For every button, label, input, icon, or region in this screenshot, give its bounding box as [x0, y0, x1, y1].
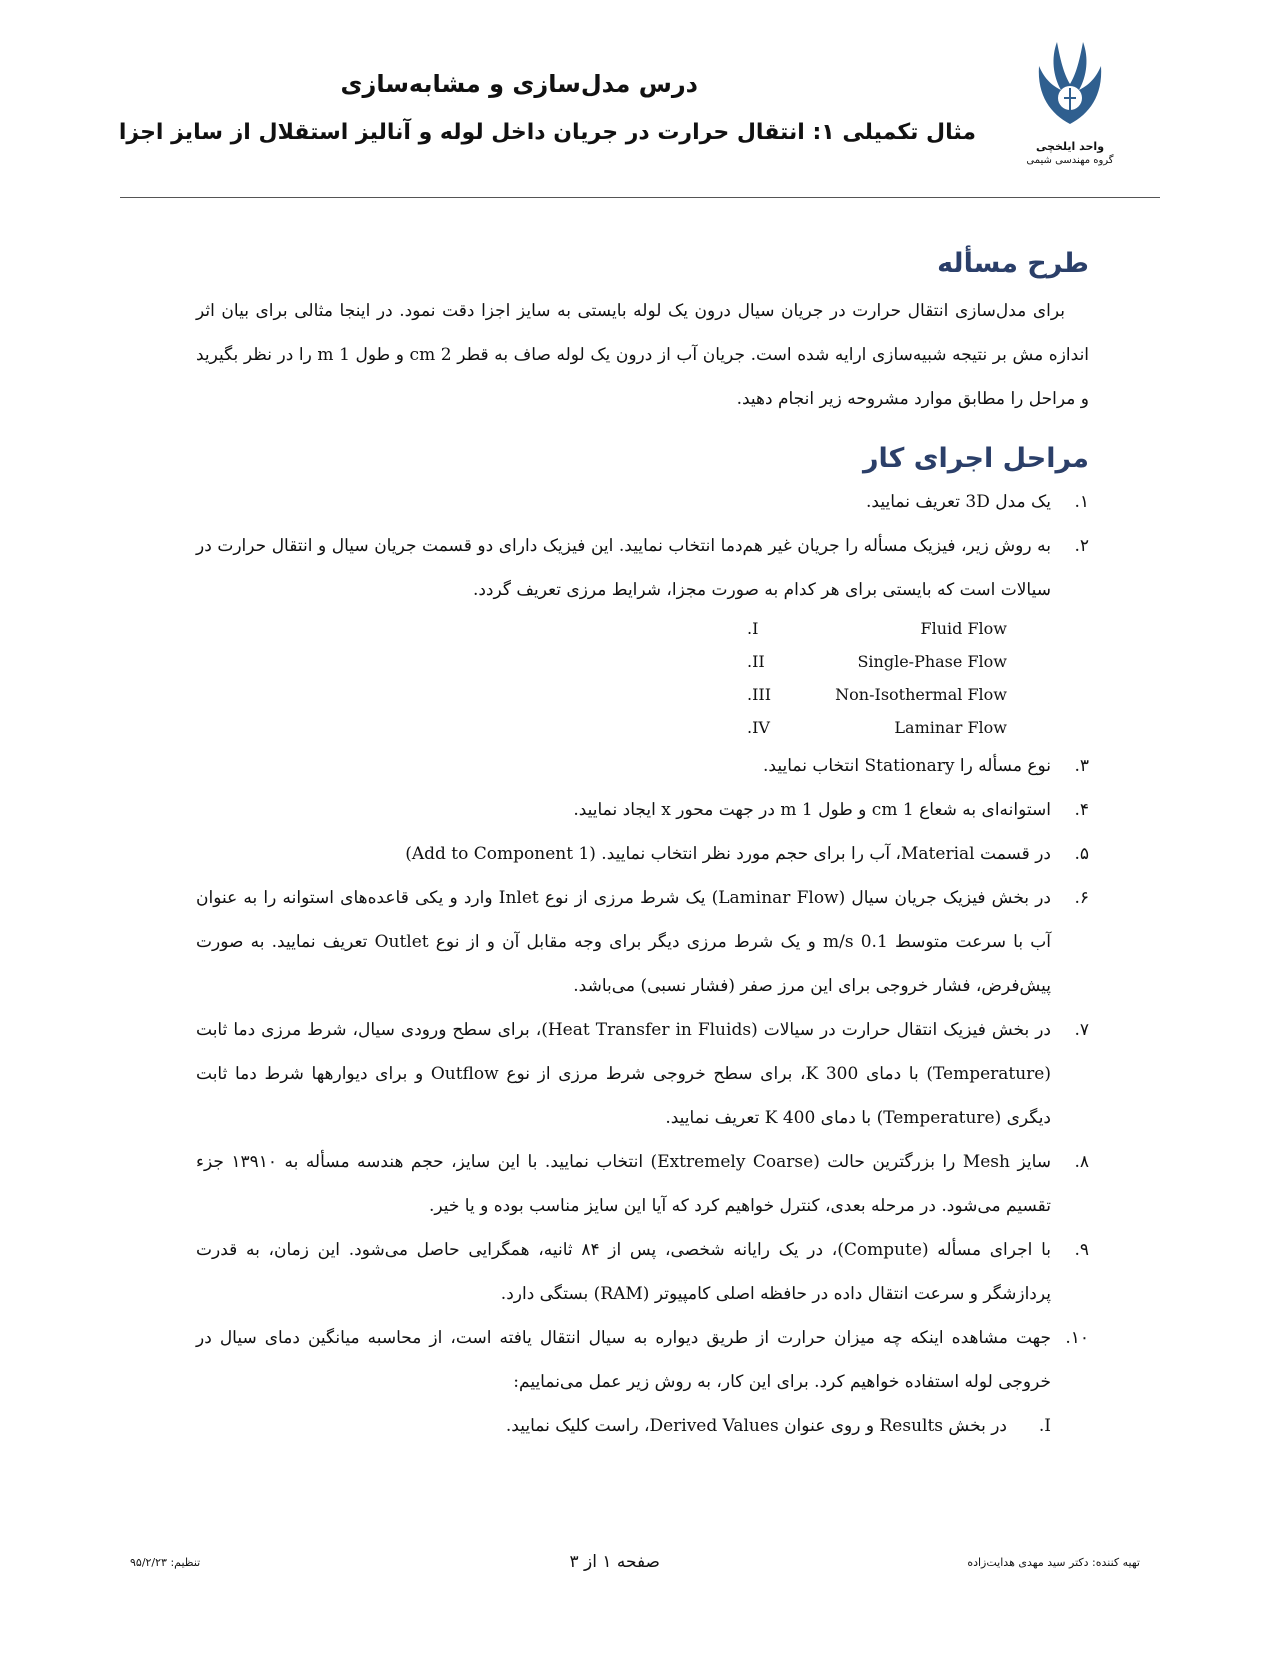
step-9	[196, 1228, 1089, 1316]
sublist-text: Single-Phase Flow	[857, 652, 1007, 671]
university-logo	[1025, 36, 1115, 166]
step-8	[196, 1140, 1089, 1228]
step-number: ۴.	[1074, 800, 1089, 820]
step-number: ۳.	[1074, 756, 1089, 776]
step-number: ۹.	[1074, 1240, 1089, 1260]
problem-text: برای مدل‌سازی انتقال حرارت در جریان سیال درون یک لوله بایستی به سایز اجزا دقت نمود. در اینجا مثالی برای بیان اثر اندازه مش بر نتیجه شبیه‌سازی ارایه شده است. جریان آب از درون یک لوله صاف به قطر 2 cm و طول 1 m را در نظر بگیرید و مراحل را مطابق موارد مشروحه زیر انجام دهید.	[196, 301, 1090, 409]
step-6	[196, 876, 1089, 1008]
derived-values-subitem	[196, 1404, 1051, 1448]
step-number: ۱۰.	[1065, 1328, 1089, 1348]
step-number: ۱.	[1074, 492, 1089, 512]
step-number: ۷.	[1074, 1020, 1089, 1040]
page-footer	[130, 1552, 1140, 1576]
step-text: استوانه‌ای به شعاع 1 cm و طول 1 m در جهت محور x ایجاد نمایید.	[573, 800, 1051, 820]
steps-heading: مراحل اجرای کار	[862, 443, 1089, 474]
step-text: در بخش فیزیک جریان سیال (Laminar Flow) یک شرط مرزی از نوع Inlet وارد و یکی قاعده‌های استوانه را به عنوان آب با سرعت متوسط 0.1 m/s و یک شرط مرزی دیگر برای وجه مقابل آن و از نوع Outlet تعریف نمایید. به صورت پیش‌فرض، فشار خروجی برای این مرز صفر (فشار نسبی) می‌باشد.	[196, 888, 1051, 996]
step-7	[196, 1008, 1089, 1140]
step-text: با اجرای مسأله (Compute)، در یک رایانه شخصی، پس از ۸۴ ثانیه، همگرایی حاصل می‌شود. این زمان، به قدرت پردازشگر و سرعت انتقال داده در حافظه اصلی کامپیوتر (RAM) بستگی دارد.	[196, 1240, 1051, 1304]
sublist-number: I.	[747, 619, 759, 638]
sublist-number: I.	[1038, 1416, 1051, 1436]
page-header	[120, 0, 1160, 198]
step-3	[196, 744, 1089, 788]
page-content	[196, 248, 1089, 1448]
step-1	[196, 480, 1089, 524]
sublist-text: Laminar Flow	[894, 718, 1007, 737]
sublist-text: در بخش Results و روی عنوان Derived Values، راست کلیک نمایید.	[505, 1416, 1007, 1436]
sublist-number: II.	[747, 652, 765, 671]
sublist-item	[747, 612, 1007, 645]
step-4	[196, 788, 1089, 832]
step-text: نوع مسأله را Stationary انتخاب نمایید.	[763, 756, 1051, 776]
step-10	[196, 1316, 1089, 1448]
footer-date: تنظیم: ۹۵/۲/۲۳	[130, 1556, 201, 1569]
example-title: مثال تکمیلی ۱: انتقال حرارت در جریان داخل لوله و آنالیز استقلال از سایز اجزا	[118, 120, 976, 145]
physics-sublist	[747, 612, 1007, 744]
step-number: ۶.	[1074, 888, 1089, 908]
step-number: ۸.	[1074, 1152, 1089, 1172]
step-text: یک مدل 3D تعریف نمایید.	[866, 492, 1051, 512]
step-2	[196, 524, 1089, 744]
step-text: در قسمت Material، آب را برای حجم مورد نظر انتخاب نمایید. (Add to Component 1)	[405, 844, 1051, 864]
page-number: صفحه ۱ از ۳	[569, 1552, 660, 1572]
logo-department: گروه مهندسی شیمی	[1026, 155, 1114, 166]
step-number: ۵.	[1074, 844, 1089, 864]
step-text: در بخش فیزیک انتقال حرارت در سیالات (Heat Transfer in Fluids)، برای سطح ورودی سیال، شرط مرزی دما ثابت (Temperature) با دمای 300 K، برای سطح خروجی شرط مرزی از نوع Outflow و برای دیوارهها شرط دما ثابت دیگری (Temperature) با دمای 400 K تعریف نمایید.	[196, 1020, 1052, 1128]
step-5	[196, 832, 1089, 876]
step-text: به روش زیر، فیزیک مسأله را جریان غیر هم‌دما انتخاب نمایید. این فیزیک دارای دو قسمت جریان سیال و انتقال حرارت در سیالات است که بایستی برای هر کدام به صورت مجزا، شرایط مرزی تعریف گردد.	[196, 536, 1051, 600]
sublist-item	[747, 711, 1007, 744]
university-emblem-icon	[1031, 36, 1109, 136]
sublist-item	[747, 678, 1007, 711]
sublist-text: Fluid Flow	[920, 619, 1007, 638]
problem-heading: طرح مسأله	[937, 248, 1089, 279]
course-title: درس مدل‌سازی و مشابه‌سازی	[340, 70, 698, 98]
step-number: ۲.	[1074, 536, 1089, 556]
footer-author: تهیه کننده: دکتر سید مهدی هدایت‌زاده	[967, 1556, 1140, 1569]
sublist-number: III.	[747, 685, 772, 704]
sublist-number: IV.	[747, 718, 770, 737]
steps-list	[196, 480, 1089, 1448]
sublist-item	[747, 645, 1007, 678]
step-text: سایز Mesh را بزرگترین حالت (Extremely Coarse) انتخاب نمایید. با این سایز، حجم هندسه مسأله به ۱۳۹۱۰ جزء تقسیم می‌شود. در مرحله بعدی، کنترل خواهیم کرد که آیا این سایز مناسب بوده و یا خیر.	[196, 1152, 1051, 1216]
logo-unit: واحد ایلخچی	[1035, 140, 1105, 153]
step-text: جهت مشاهده اینکه چه میزان حرارت از طریق دیواره به سیال انتقال یافته است، از محاسبه میانگین دمای سیال در خروجی لوله استفاده خواهیم کرد. برای این کار، به روش زیر عمل می‌نماییم:	[196, 1328, 1051, 1392]
sublist-text: Non-Isothermal Flow	[835, 685, 1007, 704]
